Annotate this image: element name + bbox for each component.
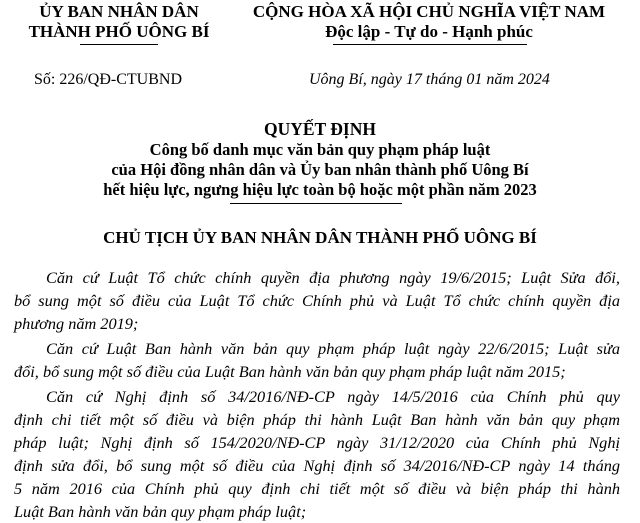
paragraph-line: phương năm 2019; — [14, 314, 139, 333]
document-number: Số: 226/QĐ-CTUBND — [34, 71, 183, 88]
agency-underline — [80, 44, 158, 45]
paragraph-line: pháp luật; Nghị định số 154/2020/NĐ-CP ngày 31/12/2020 của Chính phủ Nghị — [14, 433, 620, 452]
agency-line-1: ỦY BAN NHÂN DÂN — [39, 2, 199, 21]
title-line-3: hết hiệu lực, ngưng hiệu lực toàn bộ hoặc một phần năm 2023 — [103, 180, 537, 199]
motto-line: Độc lập - Tự do - Hạnh phúc — [325, 22, 533, 41]
document-date: Uông Bí, ngày 17 tháng 01 năm 2024 — [309, 71, 550, 88]
title-line-2: của Hội đồng nhân dân và Ủy ban nhân thành phố Uông Bí — [111, 160, 529, 179]
title-underline — [230, 203, 402, 204]
paragraph-line: đổi, bổ sung một số điều của Luật Ban hành văn bản quy phạm pháp luật năm 2015; — [14, 362, 566, 381]
paragraph-line: Luật Ban hành văn bản quy phạm pháp luật; — [14, 502, 307, 521]
paragraph-line: 5 năm 2016 của Chính phủ quy định chi tiết một số điều và biện pháp thi hành — [14, 479, 620, 498]
paragraph-line: Căn cứ Luật Ban hành văn bản quy phạm pháp luật ngày 22/6/2015; Luật sửa — [46, 339, 620, 358]
legal-basis-paragraph-3 — [14, 385, 620, 523]
title-line-1: Công bố danh mục văn bản quy phạm pháp luật — [149, 140, 491, 159]
national-motto — [224, 2, 634, 42]
legal-basis-paragraph-2 — [14, 337, 620, 383]
motto-underline — [333, 44, 527, 45]
paragraph-line: định chi tiết một số điều và biện pháp thi hành Luật Ban hành văn bản quy phạm — [14, 410, 620, 429]
paragraph-line: Căn cứ Nghị định số 34/2016/NĐ-CP ngày 14/5/2016 của Chính phủ quy — [46, 387, 620, 406]
document-type: QUYẾT ĐỊNH — [264, 119, 376, 139]
paragraph-line: Căn cứ Luật Tổ chức chính quyền địa phương ngày 19/6/2015; Luật Sửa đổi, — [46, 268, 620, 287]
agency-name — [14, 2, 224, 42]
paragraph-line: bổ sung một số điều của Luật Tổ chức Chính phủ và Luật Tổ chức chính quyền địa — [14, 291, 620, 310]
agency-line-2: THÀNH PHỐ UÔNG BÍ — [28, 22, 210, 41]
issuing-authority: CHỦ TỊCH ỦY BAN NHÂN DÂN THÀNH PHỐ UÔNG BÍ — [103, 228, 537, 247]
country-name: CỘNG HÒA XÃ HỘI CHỦ NGHĨA VIỆT NAM — [252, 2, 606, 21]
paragraph-line: định sửa đổi, bổ sung một số điều của Nghị định số 34/2016/NĐ-CP ngày 14 tháng — [14, 456, 620, 475]
legal-basis-paragraph-1 — [14, 266, 620, 335]
